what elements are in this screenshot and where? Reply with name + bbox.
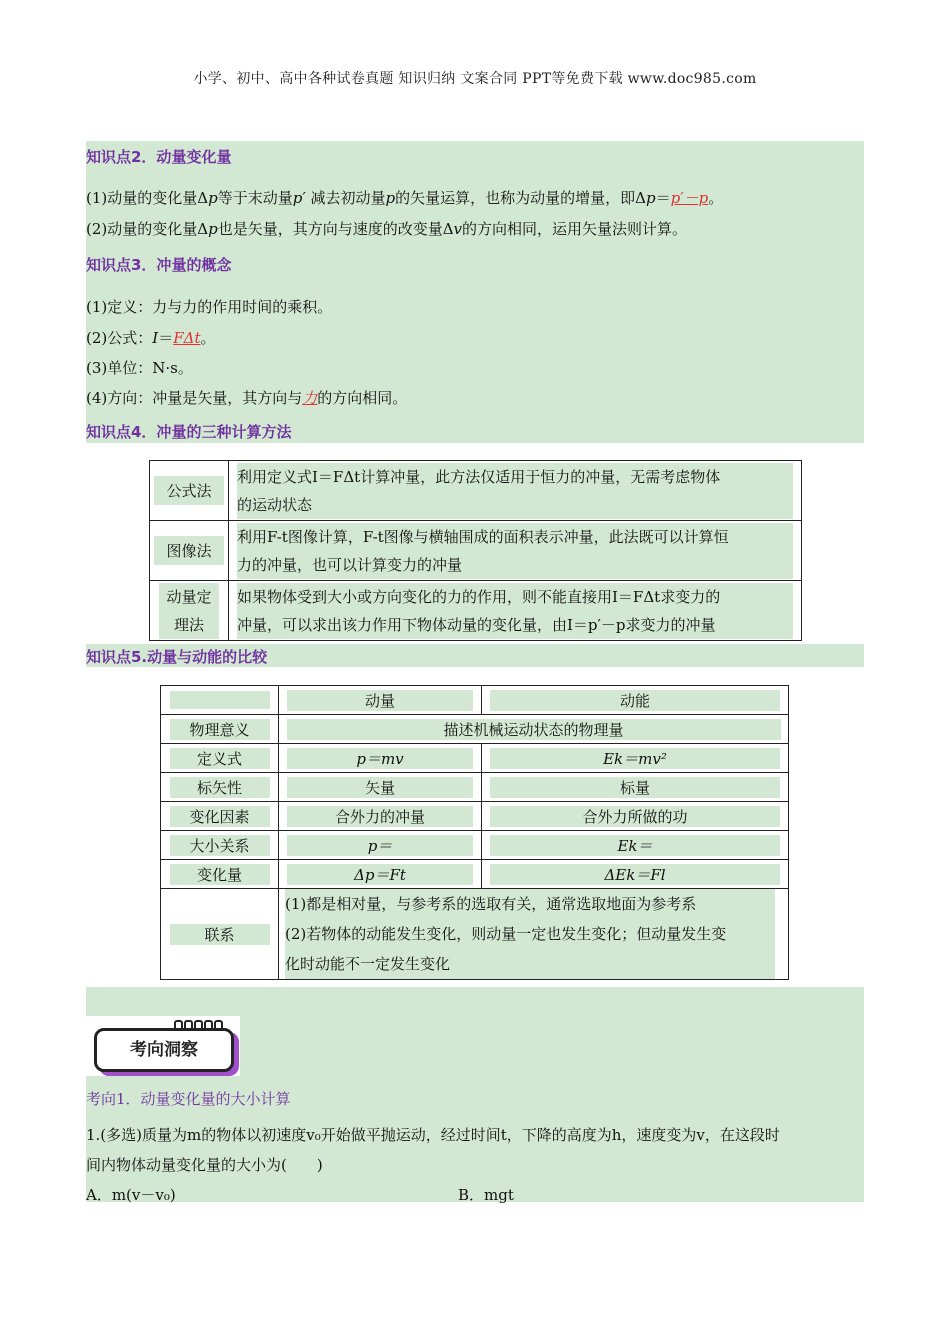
kp3-line2: (2)公式：I＝FΔt。 <box>86 329 216 347</box>
kp2-line1: (1)动量的变化量Δp等于末动量p′ 减去初动量p的矢量运算，也称为动量的增量，即Δp＝p′－p。 <box>86 189 724 207</box>
option-b: B．mgt <box>458 1186 514 1204</box>
kp5-label-cell: 物理意义 <box>161 715 279 744</box>
kp5-value-cell: p＝ <box>279 831 482 860</box>
kp2-title: 知识点2．动量变化量 <box>86 148 232 166</box>
badge-label: 考向洞察 <box>94 1028 234 1072</box>
kp5-value-cell: p＝mv <box>279 744 482 773</box>
kp5-value-cell: Ek＝mv² <box>482 744 789 773</box>
kp4-desc-cell: 利用F-t图像计算，F-t图像与横轴围成的面积表示冲量，此法既可以计算恒 力的冲量，也可以计算变力的冲量 <box>229 521 802 581</box>
question-line2: 间内物体动量变化量的大小为( ) <box>86 1156 323 1174</box>
section-badge <box>86 1016 240 1076</box>
kp4-method-cell: 公式法 <box>150 461 229 521</box>
kp5-label-cell: 定义式 <box>161 744 279 773</box>
kp5-label-cell: 联系 <box>161 889 279 980</box>
kp4-desc-cell: 如果物体受到大小或方向变化的力的作用，则不能直接用I＝FΔt求变力的 冲量，可以求出该力作用下物体动量的变化量，由I＝p′－p求变力的冲量 <box>229 581 802 641</box>
kp3-title: 知识点3．冲量的概念 <box>86 256 232 274</box>
kp5-label-cell: 变化量 <box>161 860 279 889</box>
kp5-label-cell: 变化因素 <box>161 802 279 831</box>
kp5-head-cell: 动量 <box>279 686 482 715</box>
kp4-table <box>149 460 802 641</box>
kp5-value-cell: 标量 <box>482 773 789 802</box>
page-header: 小学、初中、高中各种试卷真题 知识归纳 文案合同 PPT等免费下载 www.doc985.com <box>193 71 757 87</box>
kp5-value-cell: 矢量 <box>279 773 482 802</box>
kp5-value-cell: 描述机械运动状态的物理量 <box>279 715 789 744</box>
kp5-head-cell <box>161 686 279 715</box>
kp4-desc-cell: 利用定义式I＝FΔt计算冲量，此方法仅适用于恒力的冲量，无需考虑物体 的运动状态 <box>229 461 802 521</box>
kp3-line4: (4)方向：冲量是矢量，其方向与力的方向相同。 <box>86 389 408 407</box>
kp3-line1: (1)定义：力与力的作用时间的乘积。 <box>86 298 333 316</box>
kp5-value-cell: ΔEk＝Fl <box>482 860 789 889</box>
kp5-value-cell: 合外力的冲量 <box>279 802 482 831</box>
kp4-method-cell: 动量定 理法 <box>150 581 229 641</box>
kp5-link-cell: (1)都是相对量，与参考系的选取有关，通常选取地面为参考系 (2)若物体的动能发生变化，则动量一定也发生变化；但动量发生变 化时动能不一定发生变化 <box>279 889 789 980</box>
kp5-label-cell: 标矢性 <box>161 773 279 802</box>
kp5-table <box>160 685 789 980</box>
option-a: A．m(v－v₀) <box>86 1186 176 1204</box>
kp4-method-cell: 图像法 <box>150 521 229 581</box>
kp5-label-cell: 大小关系 <box>161 831 279 860</box>
kp5-value-cell: Δp＝Ft <box>279 860 482 889</box>
kp5-head-cell: 动能 <box>482 686 789 715</box>
question-title: 考向1．动量变化量的大小计算 <box>86 1090 291 1108</box>
kp5-value-cell: Ek＝ <box>482 831 789 860</box>
kp5-value-cell: 合外力所做的功 <box>482 802 789 831</box>
question-line1: 1.(多选)质量为m的物体以初速度v₀开始做平抛运动，经过时间t，下降的高度为h，速度变为v，在这段时 <box>86 1126 780 1144</box>
kp3-line3: (3)单位：N·s。 <box>86 359 193 377</box>
kp2-line2: (2)动量的变化量Δp也是矢量，其方向与速度的改变量Δv的方向相同，运用矢量法则计算。 <box>86 220 688 238</box>
kp5-title: 知识点5.动量与动能的比较 <box>86 648 268 666</box>
kp4-title: 知识点4．冲量的三种计算方法 <box>86 423 292 441</box>
